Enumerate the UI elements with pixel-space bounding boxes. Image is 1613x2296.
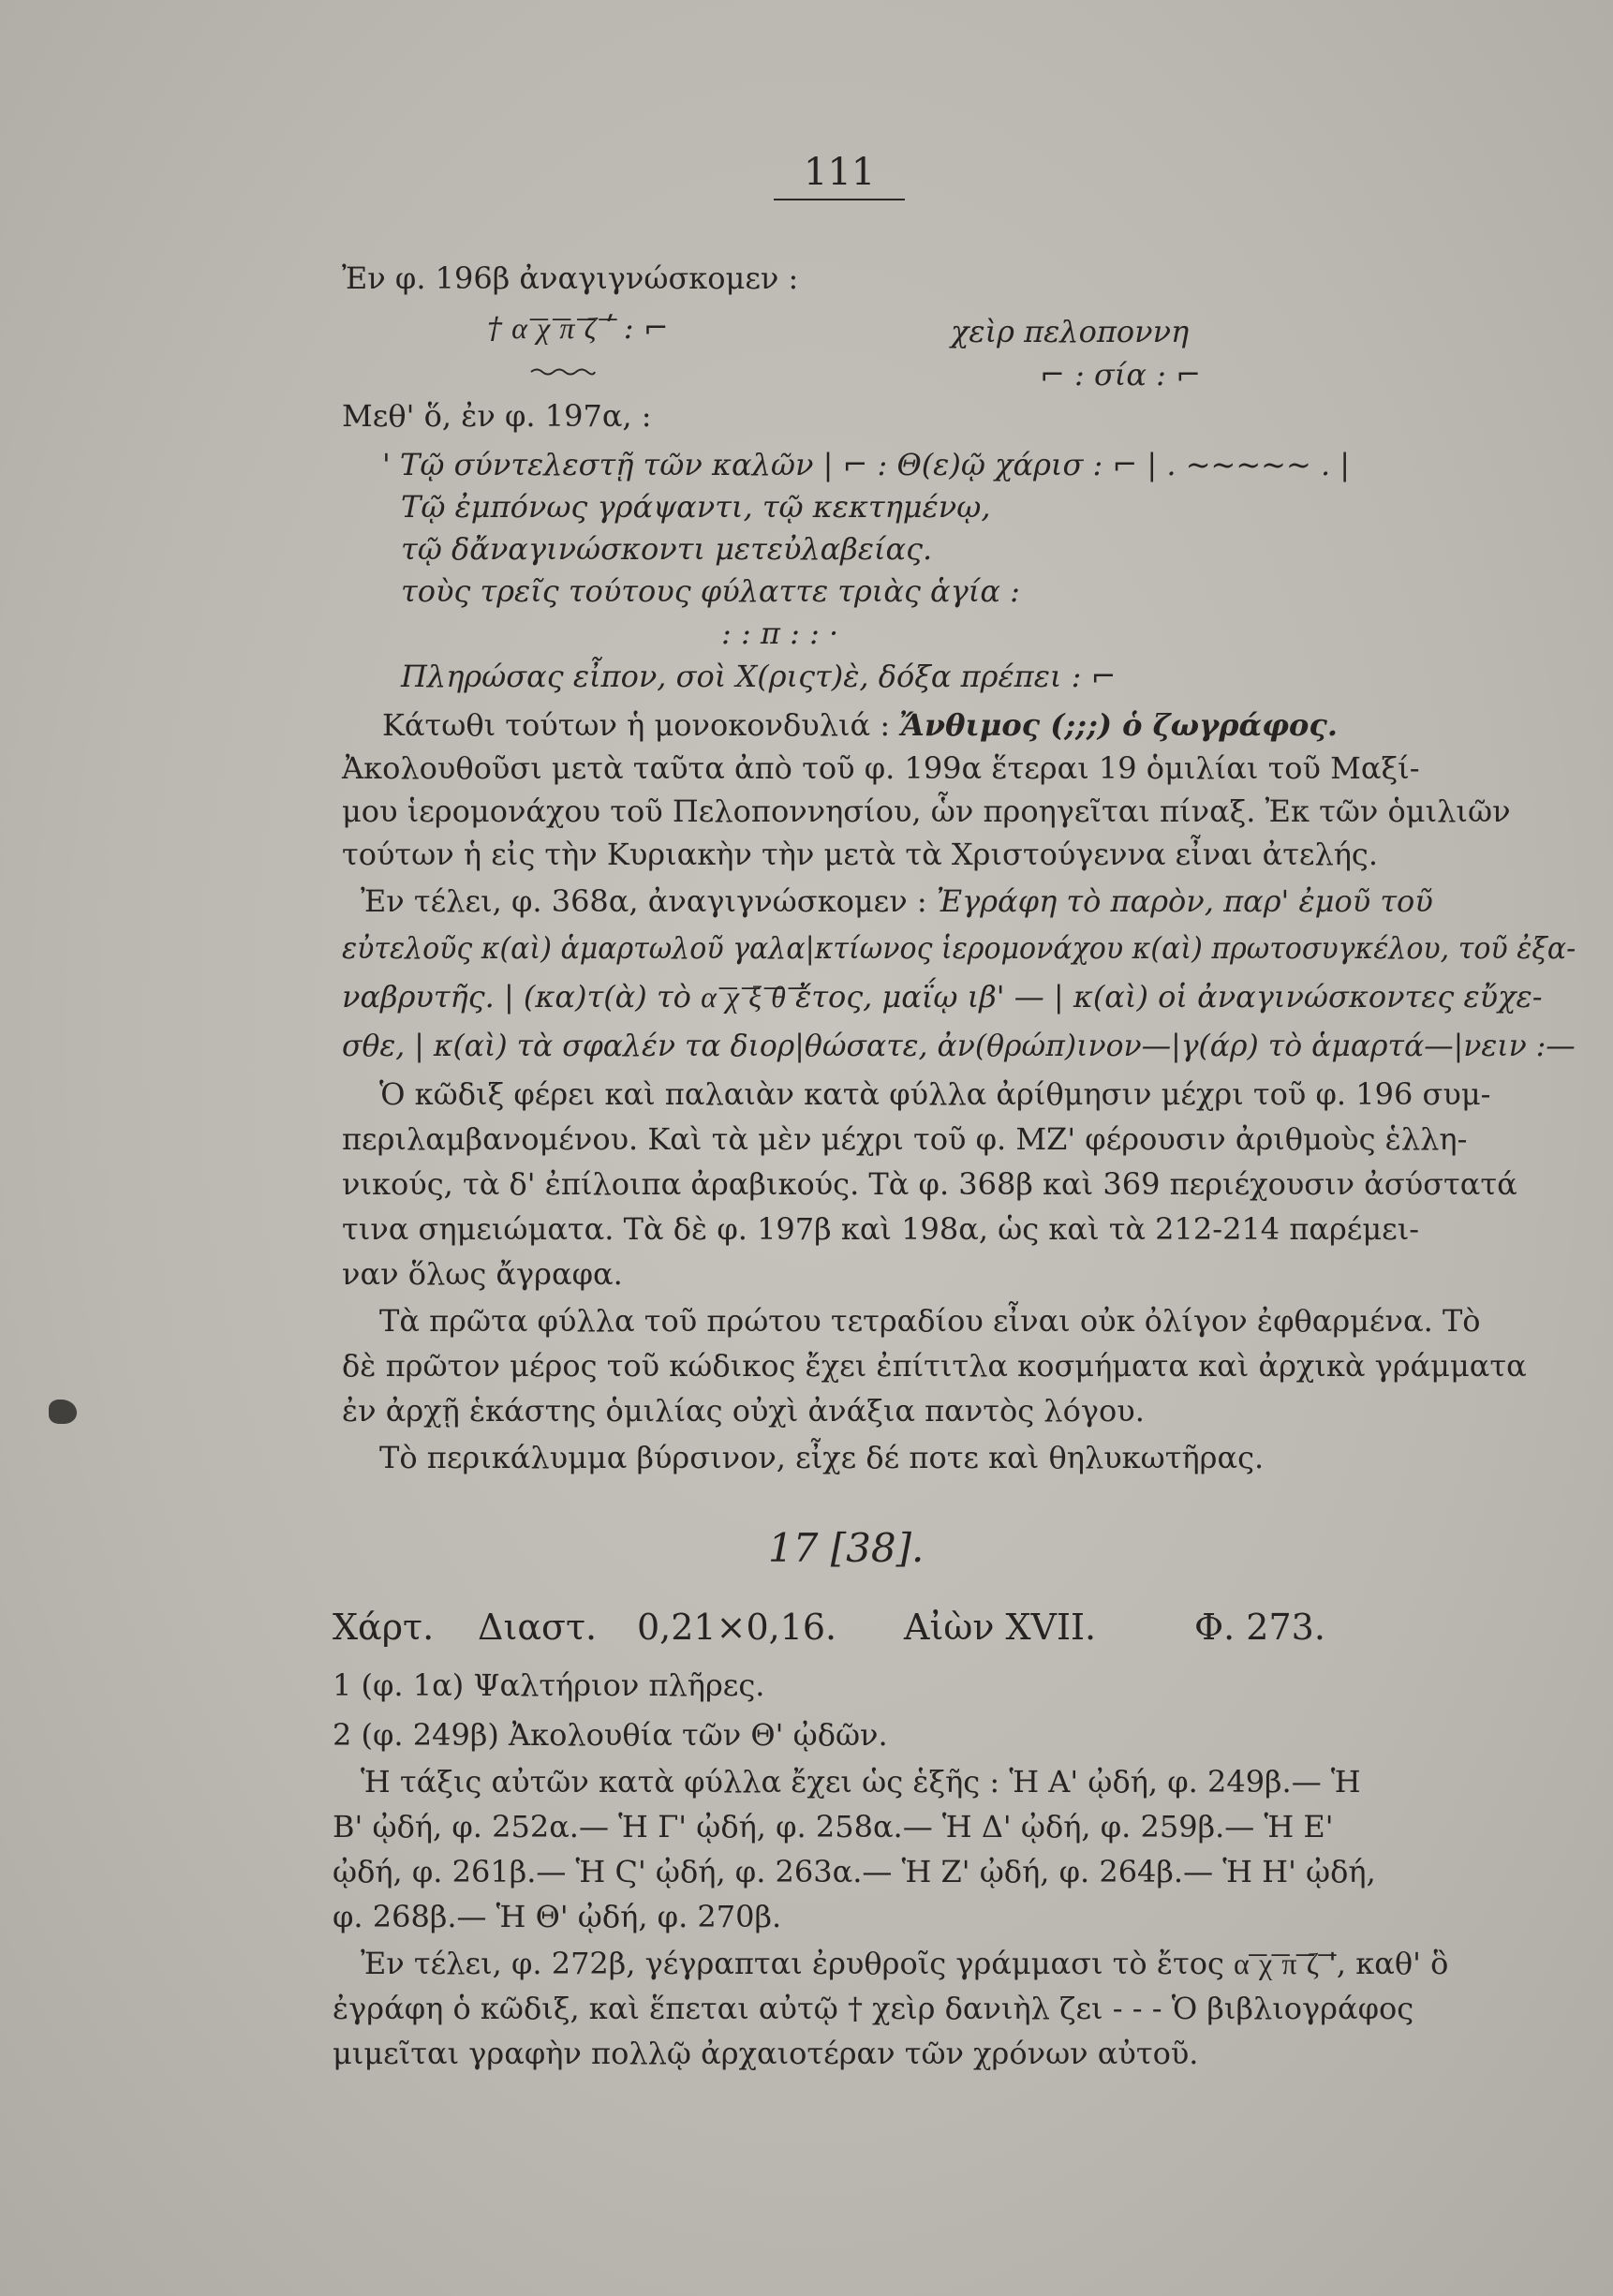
section-title: 17 [38]. [768, 1525, 925, 1571]
codex-century: Αἰὼν XVII. [904, 1607, 1097, 1648]
text-line [382, 704, 1338, 746]
scribe-note-cont: ⌐ : σία : ⌐ [1040, 357, 1201, 393]
text-span: Ἐν τέλει, φ. 368α, ἀναγιγνώσκομεν : [361, 883, 937, 919]
text-line: τούτων ἡ εἰς τὴν Κυριακὴν τὴν μετὰ τὰ Χριστούγεννα εἶναι ἀτελής. [342, 837, 1379, 872]
scribe-note: χεὶρ πελοποννη [951, 314, 1190, 349]
text-line: Τὰ πρῶτα φύλλα τοῦ πρώτου τετραδίου εἶναι οὐκ ὀλίγον ἐφθαρμένα. Τὸ [379, 1303, 1481, 1339]
text-line: Τὸ περικάλυμμα βύρσινον, εἶχε δέ ποτε καὶ θηλυκωτῆρας. [379, 1440, 1265, 1475]
text-line: τινα σημειώματα. Τὰ δὲ φ. 197β καὶ 198α, ὡς καὶ τὰ 212-214 παρέμει- [342, 1211, 1420, 1247]
verse-line: ' Τῷ σύντελεστῇ τῶν καλῶν | ⌐ : Θ(ε)ῷ χάρισ : ⌐ | . ~~~~~ . | [382, 447, 1351, 482]
text-line: μου ἱερομονάχου τοῦ Πελοποννησίου, ὧν προηγεῖται πίναξ. Ἐκ τῶν ὁμιλιῶν [342, 793, 1511, 829]
codex-material: Χάρτ. [333, 1607, 435, 1648]
codex-dimensions: 0,21×0,16. [637, 1607, 837, 1648]
monogram-date: † α͞ χ͞ π͞ ζ͞ ʹ : ⌐ [487, 310, 669, 346]
text-line: Ἐν φ. 196β ἀναγιγνώσκομεν : [342, 260, 799, 296]
ink-blot [49, 1400, 77, 1424]
tilde-ornament [529, 367, 597, 377]
colophon-line: εὐτελοῦς κ(αὶ) ἁμαρτωλοῦ γαλα|κτίωνος ἱερομονάχου κ(αὶ) πρωτοσυγκέλου, τοῦ ἐξα- [342, 930, 1576, 966]
text-line: ναν ὅλως ἄγραφα. [342, 1256, 623, 1292]
text-line [361, 881, 1433, 922]
colophon-line: ναβρυτῆς. | (κα)τ(ὰ) τὸ α͞ χ͞ ξ͞ θ͞ ἔτος, μαΐῳ ιβ' — | κ(αὶ) οἱ ἀναγινώσκοντες εὔχε- [342, 979, 1543, 1015]
text-line: ἐγράφη ὁ κῶδιξ, καὶ ἕπεται αὐτῷ † χεὶρ δανιὴλ ζει - - - Ὁ βιβλιογράφος [333, 1991, 1414, 2026]
text-line: νικούς, τὰ δ' ἐπίλοιπα ἀραβικούς. Τὰ φ. 368β καὶ 369 περιέχουσιν ἀσύστατά [342, 1166, 1517, 1202]
text-line: Μεθ' ὅ, ἐν φ. 197α, : [342, 398, 652, 434]
verse-line: τῷ δἄναγινώσκοντι μετεὐλαβείας. [401, 531, 933, 567]
verse-line: τοὺς τρεῖς τούτους φύλαττε τριὰς ἁγία : [401, 573, 1020, 609]
text-span: Κάτωθι τούτων ἡ μονοκονδυλιά : [382, 707, 900, 743]
text-line: Ἡ τάξις αὐτῶν κατὰ φύλλα ἔχει ὡς ἑξῆς : Ἡ Α' ᾠδή, φ. 249β.— Ἡ [361, 1764, 1361, 1800]
text-line: μιμεῖται γραφὴν πολλῷ ἀρχαιοτέραν τῶν χρόνων αὐτοῦ. [333, 2036, 1199, 2071]
text-line: Ὁ κῶδιξ φέρει καὶ παλαιὰν κατὰ φύλλα ἀρίθμησιν μέχρι τοῦ φ. 196 συμ- [379, 1076, 1491, 1112]
text-line: περιλαμβανομένου. Καὶ τὰ μὲν μέχρι τοῦ φ. ΜΖ' φέρουσιν ἀριθμοὺς ἑλλη- [342, 1121, 1468, 1157]
page-number: 111 [774, 150, 905, 200]
colophon-line: σθε, | κ(αὶ) τὰ σφαλέν τα διορ|θώσατε, ἀν(θρώπ)ινον—|γ(άρ) τὸ ἁμαρτά—|νειν :— [342, 1028, 1576, 1063]
text-line: ᾠδή, φ. 261β.— Ἡ Ϛ' ᾠδή, φ. 263α.— Ἡ Ζ' ᾠδή, φ. 264β.— Ἡ Η' ᾠδή, [333, 1854, 1376, 1889]
signature-emphasis: Ἄνθιμος (;;;) ὁ ζωγράφος. [899, 707, 1339, 743]
text-line: Ἀκολουθοῦσι μετὰ ταῦτα ἀπὸ τοῦ φ. 199α ἕτεραι 19 ὁμιλίαι τοῦ Μαξί- [342, 750, 1420, 786]
colophon-italic: Ἐγράφη τὸ παρὸν, παρ' ἐμοῦ τοῦ [936, 883, 1433, 919]
contents-item: 1 (φ. 1α) Ψαλτήριον πλῆρες. [333, 1667, 765, 1703]
text-line: φ. 268β.— Ἡ Θ' ᾠδή, φ. 270β. [333, 1899, 782, 1934]
codex-dimensions-label: Διαστ. [478, 1607, 598, 1648]
codex-folios: Φ. 273. [1194, 1607, 1325, 1648]
verse-line: : : π : : · [721, 615, 839, 651]
verse-line: Τῷ ἐμπόνως γράψαντι, τῷ κεκτημένῳ, [401, 489, 991, 525]
text-line: δὲ πρῶτον μέρος τοῦ κώδικος ἔχει ἐπίτιτλα κοσμήματα καὶ ἀρχικὰ γράμματα [342, 1348, 1527, 1384]
contents-item: 2 (φ. 249β) Ἀκολουθία τῶν Θ' ᾠδῶν. [333, 1717, 888, 1753]
verse-line: Πληρώσας εἶπον, σοὶ Χ(ριςτ)ὲ, δόξα πρέπει : ⌐ [401, 659, 1117, 694]
text-line: ἐν ἀρχῇ ἑκάστης ὁμιλίας οὐχὶ ἀνάξια παντὸς λόγου. [342, 1393, 1145, 1429]
text-line: Β' ᾠδή, φ. 252α.— Ἡ Γ' ᾠδή, φ. 258α.— Ἡ Δ' ᾠδή, φ. 259β.— Ἡ Ε' [333, 1809, 1334, 1844]
text-line: Ἐν τέλει, φ. 272β, γέγραπται ἐρυθροῖς γράμμασι τὸ ἔτος α͞ χ͞ π͞ ζ͞ ', καθ' ὃ [361, 1946, 1449, 1981]
